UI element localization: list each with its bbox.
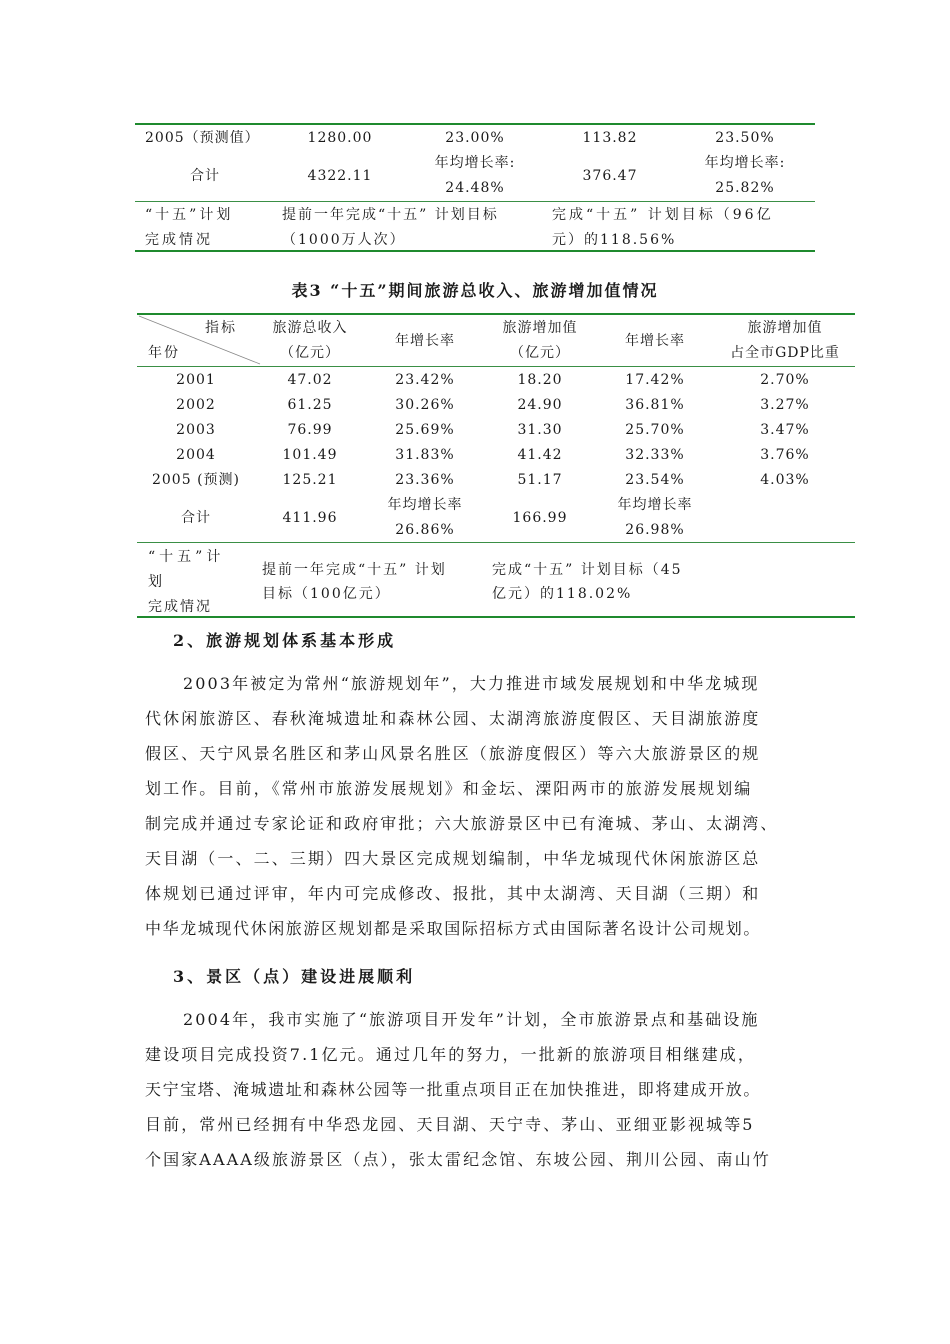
paragraph-line: 建设项目完成投资7.1亿元。通过几年的努力，一批新的旅游项目相继建成，: [145, 1045, 756, 1064]
plan-c2-b: 亿元）的118.02%: [492, 586, 633, 602]
paragraph-line: 2003年被定为常州“旅游规划年”，大力推进市域发展规划和中华龙城现: [183, 674, 760, 693]
cell-2005-v4: 23.50%: [715, 130, 775, 146]
cell-total-v1: 4322.11: [307, 168, 373, 184]
top-table-top-rule: [135, 123, 815, 125]
cell-share: 3.76%: [760, 447, 810, 463]
cell-total-growth1-b: 26.86%: [395, 522, 455, 538]
cell-total-v2a: 年均增长率:: [434, 155, 516, 171]
table3-caption: 表3 “十五”期间旅游总收入、旅游增加值情况: [291, 281, 659, 300]
plan-c1-b: （1000万人次）: [282, 232, 406, 248]
header-share-a: 旅游增加值: [747, 320, 823, 336]
header-income-b: （亿元）: [280, 345, 340, 361]
plan-label-2: 完成情况: [145, 232, 213, 248]
header-income-a: 旅游总收入: [272, 320, 348, 336]
paragraph-line: 目前，常州已经拥有中华恐龙园、天目湖、天宁寺、茅山、亚细亚影视城等5: [145, 1115, 755, 1134]
cell-growth1: 23.36%: [395, 472, 455, 488]
cell-growth1: 31.83%: [395, 447, 455, 463]
cell-growth1: 25.69%: [395, 422, 455, 438]
cell-total-label: 合计: [190, 168, 220, 184]
top-table-mid-rule: [135, 201, 815, 202]
plan-c1-a: 提前一年完成“十五” 计划: [262, 562, 447, 578]
cell-growth2: 23.54%: [625, 472, 685, 488]
cell-total-growth2-b: 26.98%: [625, 522, 685, 538]
cell-growth1: 30.26%: [395, 397, 455, 413]
cell-year: 2002: [176, 397, 216, 413]
paragraph-line: 假区、天宁风景名胜区和茅山风景名胜区（旅游度假区）等六大旅游景区的规: [145, 744, 761, 763]
plan-label-3: 完成情况: [148, 599, 212, 615]
header-corner-bottom: 年份: [148, 345, 180, 361]
cell-income: 61.25: [287, 397, 333, 413]
header-growth1: 年增长率: [395, 333, 455, 349]
section3-heading: 3、景区（点）建设进展顺利: [173, 967, 416, 986]
plan-c2-a: 完成“十五” 计划目标（96亿: [552, 207, 774, 223]
cell-growth1: 23.42%: [395, 372, 455, 388]
header-share-b: 占全市GDP比重: [730, 345, 840, 361]
cell-added: 31.30: [517, 422, 563, 438]
plan-label-2: 划: [148, 574, 163, 590]
cell-added: 24.90: [517, 397, 563, 413]
cell-growth2: 17.42%: [625, 372, 685, 388]
plan-label-1: “十五”计划: [145, 207, 234, 223]
cell-total-growth2-a: 年均增长率: [617, 497, 693, 513]
cell-income: 125.21: [282, 472, 338, 488]
cell-2005-label: 2005（预测值）: [145, 130, 260, 146]
cell-total-added: 166.99: [512, 510, 568, 526]
cell-added: 41.42: [517, 447, 563, 463]
cell-added: 18.20: [517, 372, 563, 388]
top-table-bottom-rule: [135, 250, 815, 252]
cell-year: 2003: [176, 422, 216, 438]
header-corner-top: 指标: [205, 320, 237, 336]
paragraph-line: 代休闲旅游区、春秋淹城遗址和森林公园、太湖湾旅游度假区、天目湖旅游度: [145, 709, 761, 728]
cell-year: 2004: [176, 447, 216, 463]
section2-heading: 2、旅游规划体系基本形成: [173, 631, 397, 650]
paragraph-line: 中华龙城现代休闲旅游区规划都是采取国际招标方式由国际著名设计公司规划。: [145, 919, 762, 938]
cell-growth2: 25.70%: [625, 422, 685, 438]
cell-total-label: 合计: [181, 510, 211, 526]
paragraph-line: 划工作。目前，《常州市旅游发展规划》和金坛、溧阳两市的旅游发展规划编: [145, 779, 753, 798]
cell-year: 2005 (预测): [151, 472, 240, 488]
cell-total-v4a: 年均增长率:: [704, 155, 786, 171]
paragraph-line: 制完成并通过专家论证和政府审批；六大旅游景区中已有淹城、茅山、太湖湾、: [145, 814, 779, 833]
header-added-b: （亿元）: [510, 345, 570, 361]
paragraph-line: 体规划已通过评审，年内可完成修改、报批，其中太湖湾、天目湖（三期）和: [145, 884, 761, 903]
table3-plan-rule: [137, 542, 855, 543]
paragraph-line: 个国家AAAA级旅游景区（点），张太雷纪念馆、东坡公园、荆川公园、南山竹: [145, 1150, 771, 1169]
paragraph-line: 天宁宝塔、淹城遗址和森林公园等一批重点项目正在加快推进，即将建成开放。: [145, 1080, 762, 1099]
cell-total-v3: 376.47: [582, 168, 638, 184]
cell-growth2: 32.33%: [625, 447, 685, 463]
cell-share: 3.47%: [760, 422, 810, 438]
cell-income: 47.02: [287, 372, 333, 388]
cell-added: 51.17: [517, 472, 563, 488]
cell-2005-v1: 1280.00: [307, 130, 373, 146]
cell-total-income: 411.96: [282, 510, 338, 526]
cell-total-v4b: 25.82%: [715, 180, 775, 196]
paragraph-line: 天目湖（一、二、三期）四大景区完成规划编制，中华龙城现代休闲旅游区总: [145, 849, 761, 868]
paragraph-line: 2004年，我市实施了“旅游项目开发年”计划，全市旅游景点和基础设施: [183, 1010, 760, 1029]
cell-year: 2001: [176, 372, 216, 388]
cell-growth2: 36.81%: [625, 397, 685, 413]
plan-c2-a: 完成“十五” 计划目标（45: [492, 562, 683, 578]
header-growth2: 年增长率: [625, 333, 685, 349]
cell-2005-v3: 113.82: [582, 130, 638, 146]
cell-share: 3.27%: [760, 397, 810, 413]
table3-bottom-rule: [137, 616, 855, 618]
plan-c2-b: 元）的118.56%: [552, 232, 677, 248]
cell-share: 2.70%: [760, 372, 810, 388]
plan-c1-a: 提前一年完成“十五” 计划目标: [282, 207, 499, 223]
cell-total-v2b: 24.48%: [445, 180, 505, 196]
header-added-a: 旅游增加值: [502, 320, 578, 336]
cell-total-growth1-a: 年均增长率: [387, 497, 463, 513]
cell-income: 76.99: [287, 422, 333, 438]
cell-income: 101.49: [282, 447, 338, 463]
table3-header-rule: [137, 366, 855, 367]
cell-2005-v2: 23.00%: [445, 130, 505, 146]
cell-share: 4.03%: [760, 472, 810, 488]
plan-label-1: “十五”计: [148, 549, 225, 565]
plan-c1-b: 目标（100亿元）: [262, 586, 391, 602]
